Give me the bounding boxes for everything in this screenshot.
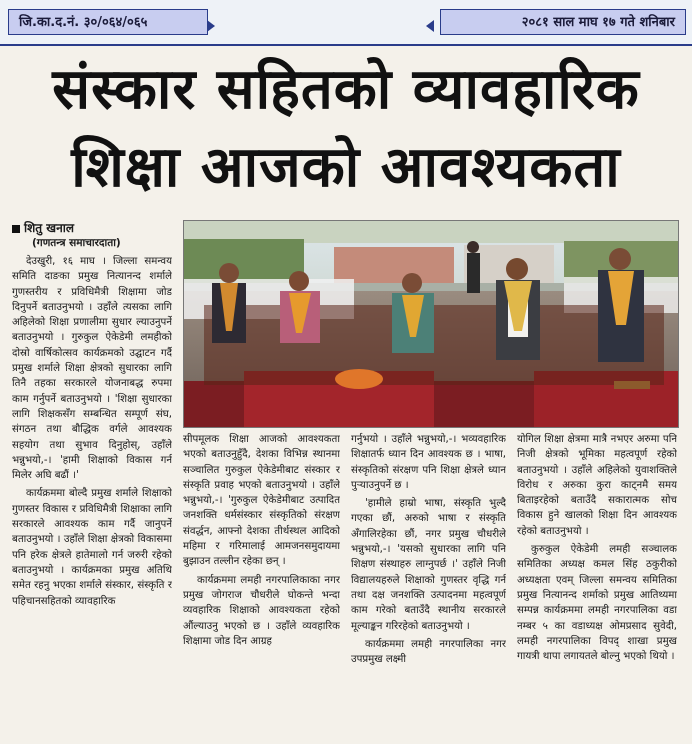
paragraph: योगिल शिक्षा क्षेत्रमा मात्रै नभएर अरुमा पनि निजी क्षेत्रको भूमिका महत्वपूर्ण रहेको बताउनुभयो । उहाँले अहिलेको युवाशक्तिले विरोध र अरुका कुरा काट्नमै समय बिताइरहेको बताउँदै सकारात्मक सोच विकास हुने खालको शिक्षा दिन आवश्यक रहेको बताउनुभयो । bbox=[517, 434, 677, 537]
arrow-left-icon bbox=[426, 20, 434, 32]
event-photo bbox=[183, 220, 679, 428]
paragraph: कार्यक्रममा बोल्दै प्रमुख शर्माले शिक्षाको गुणस्तर विकास र प्रविधिमैत्री शिक्षाका लागि सरकारले आवश्यक काम गर्दै जानुपर्ने बताउनुभयो । उहाँले शिक्षा क्षेत्रको विकासमा पनि हरेक क्षेत्रले हातेमालो गर्न जरुरी रहेको बताउनुभयो । कार्यक्रमका प्रमुख अतिथि समेत रहनु भएका शर्माले संस्कार, संस्कृति र पहिचानसहितको व्यावहारिक bbox=[12, 488, 172, 607]
article-column-4 bbox=[517, 432, 677, 740]
paragraph: देउखुरी, १६ माघ । जिल्ला समन्वय समिति दाङका प्रमुख नित्यानन्द शर्माले गुणस्तरीय र प्रविधिमैत्री शिक्षामा जोड दिनुपर्ने बताउनुभयो । उहाँले त्यसका लागि अहिलेको शिक्षा प्रणालीमा सुधार ल्याउनुपर्ने बताउनुभयो । गुरुकुल ऐकेडेमी लमहीको दोस्रो वार्षिकोत्सव कार्यक्रमको उद्घाटन गर्दै प्रमुख शर्माले शिक्षा क्षेत्रको सुधारका लागि तिनै तहका सरकारले योजनाबद्ध रुपमा काम गर्नुपर्ने बताउनुभयो । 'शिक्षा सुधारका लागि शिक्षकसँग सम्बन्धित सम्पूर्ण संघ, संगठन तथा बौद्धिक वर्गले आवश्यक सहयोग तथा सुभाव दिनुहोस्, उहाँले भन्नुभयो,-। 'हामी शिक्षाको विकास गर्न मिलेर अघि बढौं ।' bbox=[12, 256, 172, 482]
stage-guests-image bbox=[184, 221, 679, 428]
article-column-1 bbox=[12, 254, 172, 740]
author-name-text: शितु खनाल bbox=[24, 221, 75, 235]
paragraph: कार्यक्रममा लमही नगरपालिका नगर उपप्रमुख लक्ष्मी bbox=[351, 638, 506, 666]
issue-date: २०८१ साल माघ १७ गते शनिबार bbox=[440, 9, 686, 35]
paragraph: कार्यक्रममा लमही नगरपालिकाका नगर प्रमुख जोगराज चौधरीले घोकन्ते भन्दा व्यवहारिक शिक्षाको आवश्यकता रहेको औंल्याउनु भएको छ । उहाँले व्यवहारिक शिक्षामा जोड दिन आग्रह bbox=[183, 574, 340, 647]
paragraph: सीपमूलक शिक्षा आजको आवश्यकता भएको बताउनुहुँदै, देशका विभिन्न स्थानमा सञ्चालित गुरुकुल ऐकेडेमीबाट संस्कार र संस्कृति प्रवाह भएको बताउनुभयो । उहाँले भन्नुभयो,-। 'गुरुकुल ऐकेडेमीबाट उत्पादित जनशक्ति धर्मसंस्कार संस्कृतिको संरक्षण संवर्द्धन, आफ्नो देशका तीर्थस्थल आदिको महिमा र गरिमालाई आमजनसमुदायमा बुझाउन तल्लीन रहेका छन् । bbox=[183, 434, 340, 568]
paragraph: 'हामीले हाम्रो भाषा, संस्कृति भुल्दै गएका छौं, अरुको भाषा र संस्कृति अँगालिरहेका छौं, नगर प्रमुख चौधरीले भन्नुभयो,-। 'यसको सुधारका लागि पनि शिक्षण संस्थाहरु लाग्नुपर्छ ।' उहाँले निजी विद्यालयहरुले शिक्षाको गुणस्तर वृद्धि गर्न तथा दक्ष जनशक्ति उत्पादनमा महत्वपूर्ण काम गरेको बताउँदै स्थानीय सरकारले मूल्याङ्कन गरिरहेको बताउनुभयो । bbox=[351, 498, 506, 632]
headline-line-2: शिक्षा आजको आवश्यकता bbox=[71, 135, 621, 200]
square-bullet-icon bbox=[12, 225, 20, 233]
author-name bbox=[12, 220, 172, 236]
article-column-3 bbox=[351, 432, 506, 740]
article-column-2 bbox=[183, 432, 340, 740]
headline-line-1: संस्कार सहितको व्यावहारिक bbox=[52, 57, 640, 122]
arrow-right-icon bbox=[207, 20, 215, 32]
byline bbox=[12, 220, 172, 250]
author-role: (गणतन्त्र समाचारदाता) bbox=[32, 237, 121, 249]
masthead-bar bbox=[0, 0, 692, 46]
registration-number: जि.का.द.नं. ३०/०६४/०६५ bbox=[8, 9, 208, 35]
paragraph: कुरुकुल ऐकेडेमी लमही सञ्चालक समितिका अध्यक्ष कमल सिंह ठकुरीको अध्यक्षता एवम् जिल्ला समन्वय समितिका प्रमुख नित्यानन्द शर्माको प्रमुख आतिथ्यमा सम्पन्न कार्यक्रममा लमही नगरपालिका वडा नम्बर ५ का वडाध्यक्ष ओमप्रसाद सुवेदी, लमही नगरपालिका विपद् शाखा प्रमुख गायत्री थापा लगायतले बोल्नु भएको थियो । bbox=[517, 544, 677, 663]
paragraph: गर्नुभयो । उहाँले भन्नुभयो,-। भव्यवहारिक शिक्षातर्फ ध्यान दिन आवश्यक छ । भाषा, संस्कृतिको संरक्षण पनि शिक्षा क्षेत्रले ध्यान पुऱ्याउनुपर्ने छ । bbox=[351, 434, 506, 491]
